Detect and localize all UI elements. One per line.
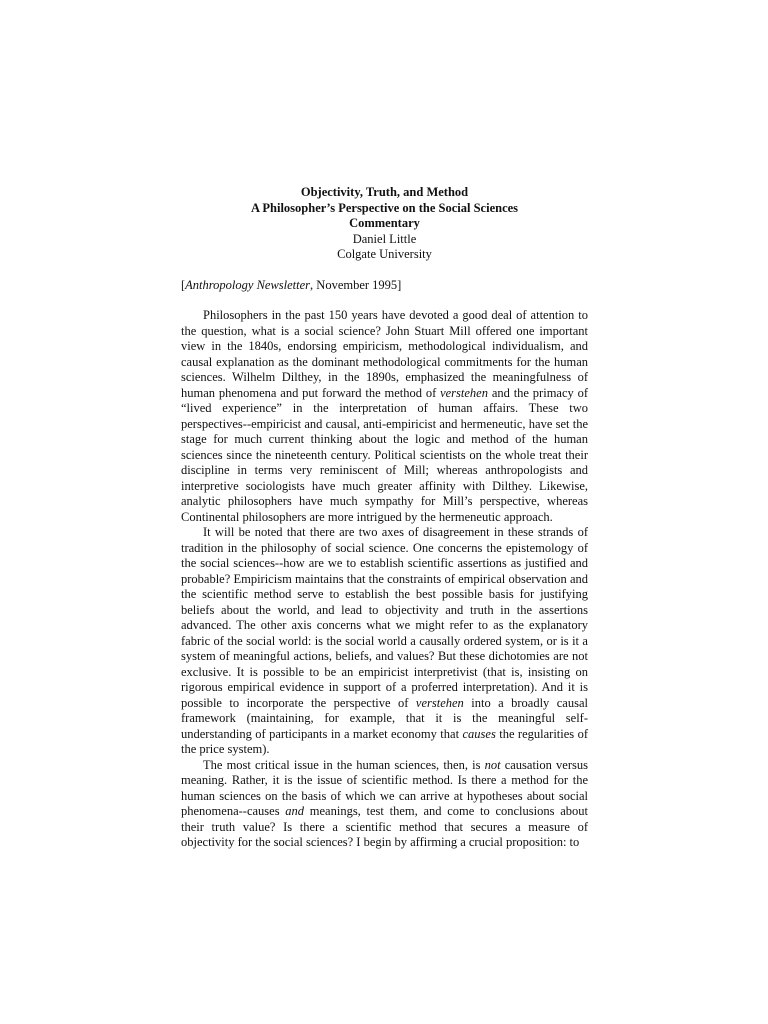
paragraph-3-text-a: The most critical issue in the human sciences, then, is xyxy=(203,757,485,772)
paragraph-3-italic-1: not xyxy=(484,757,501,772)
publication-citation xyxy=(181,278,588,294)
citation-source: Anthropology Newsletter xyxy=(185,277,311,292)
author-affiliation: Colgate University xyxy=(337,247,432,261)
author-name: Daniel Little xyxy=(352,231,417,246)
paragraph-2-italic-1: verstehen xyxy=(415,695,464,710)
citation-date: , November 1995] xyxy=(310,277,402,292)
paragraph-1-text-b: and the primacy of “lived experience” in the interpretation of human affairs. These two perspectives--empiricist and causal, anti-empiricist and hermeneutic, have set the stage for much current thinking about the logic and method of the human sciences since the nineteenth century. Political scientists on the whole treat their discipline in terms very reminiscent of Mill; whereas anthropologists and interpretive sociologists have much greater affinity with Dilthey. Likewise, analytic philosophers have much sympathy for Mill’s perspective, whereas Continental philosophers are more intrigued by the hermeneutic approach. xyxy=(181,385,589,524)
body-text xyxy=(181,308,588,851)
paragraph-1-italic-1: verstehen xyxy=(440,385,488,400)
paragraph-2-text-c: the regularities of the price system). xyxy=(181,726,588,756)
citation-open: [ xyxy=(181,277,186,292)
document-header xyxy=(181,185,588,263)
paragraph-2-italic-2: causes xyxy=(462,726,496,741)
paragraph-2 xyxy=(181,525,588,758)
document-title: Objectivity, Truth, and Method xyxy=(300,185,469,199)
document-subtitle: A Philosopher’s Perspective on the Social Sciences xyxy=(250,200,519,215)
paragraph-2-text-a: It will be noted that there are two axes of disagreement in these strands of tradition in the philosophy of social science. One concerns the epistemology of the social sciences--how are we to establish scientific assertions as justified and probable? Empiricism maintains that the constraints of empirical observation and the scientific method serve to establish the best possible basis for justifying beliefs about the world, and lead to objectivity and truth in the assertions advanced. The other axis concerns what we might refer to as the explanatory fabric of the social world: is the social world a causally ordered system, or is it a system of meaningful actions, beliefs, and values? But these dichotomies are not exclusive. It is possible to be an empiricist interpretivist (that is, insisting on rigorous empirical evidence in support of a proferred interpretation). And it is possible to incorporate the perspective of xyxy=(181,525,588,710)
paragraph-2-text-b: into a broadly causal framework (maintaining, for example, that it is the meaningful self-understanding of participants in a market economy that xyxy=(181,695,588,741)
document-page xyxy=(181,185,588,851)
paragraph-1-text-a: Philosophers in the past 150 years have devoted a good deal of attention to the question, what is a social science? John Stuart Mill offered one important view in the 1840s, endorsing empiricism, methodological individualism, and causal explanation as the dominant methodological commitments for the human sciences. Wilhelm Dilthey, in the 1890s, emphasized the meaningfulness of human phenomena and put forward the method of xyxy=(181,308,588,400)
document-label: Commentary xyxy=(349,216,420,230)
paragraph-3-text-b: causation versus meaning. Rather, it is the issue of scientific method. Is there a method for the human sciences on the basis of which we can arrive at hypotheses about social phenomena--causes xyxy=(181,757,588,818)
paragraph-3-italic-2: and xyxy=(285,804,305,818)
paragraph-1 xyxy=(181,308,588,525)
paragraph-3-text-c: meanings, test them, and come to conclusions about their truth value? Is there a scientific method that secures a measure of objectivity for the social sciences? I begin by affirming a crucial proposition: to xyxy=(181,804,588,849)
paragraph-3 xyxy=(181,758,588,851)
